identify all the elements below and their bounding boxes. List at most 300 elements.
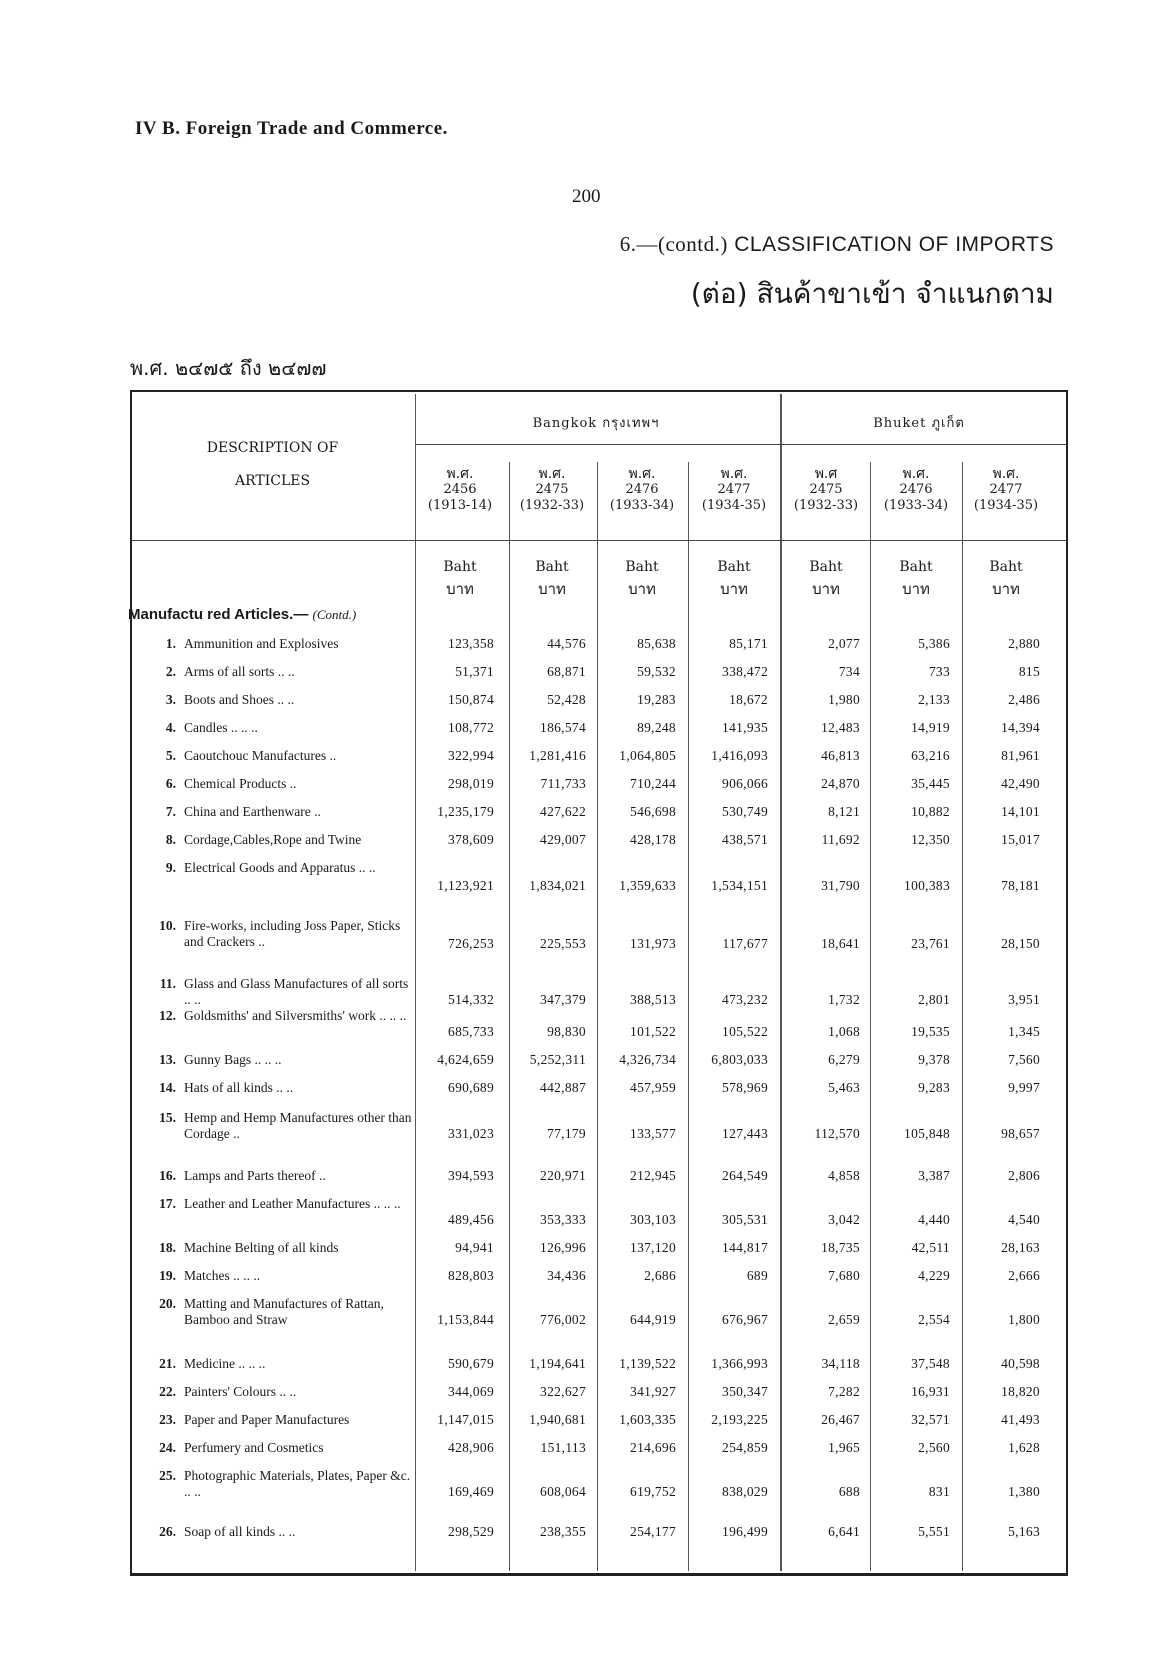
row-value: 578,969 — [722, 1080, 768, 1095]
row-description: Matting and Manufactures of Rattan, Bamboo and Straw — [184, 1296, 384, 1327]
row-number: 24. — [159, 1440, 176, 1455]
year-header-span: (1932-33) — [519, 498, 585, 513]
row-value: 394,593 — [448, 1168, 494, 1183]
unit-header — [509, 556, 595, 600]
row-value: 4,858 — [828, 1168, 860, 1183]
row-description: Cordage,Cables,Rope and Twine — [184, 832, 362, 847]
row-value: 828,803 — [448, 1268, 494, 1283]
row-value: 734 — [838, 664, 860, 679]
row-value: 32,571 — [911, 1412, 950, 1427]
row-value: 40,598 — [1001, 1356, 1040, 1371]
row-number: 6. — [165, 776, 176, 791]
row-number: 8. — [165, 832, 176, 847]
row-value: 350,347 — [722, 1384, 768, 1399]
unit-header — [963, 556, 1049, 600]
year-header-year: 2475 — [535, 482, 569, 497]
row-description: Hemp and Hemp Manufactures other than Cordage .. — [184, 1110, 412, 1141]
row-value: 7,680 — [828, 1268, 860, 1283]
row-description: Leather and Leather Manufactures .. .. .. — [184, 1196, 401, 1211]
unit-header-th: บาท — [902, 580, 930, 598]
row-value: 2,666 — [1008, 1268, 1040, 1283]
category-title: Manufactu red Articles.— — [128, 606, 309, 623]
row-value: 1,965 — [828, 1440, 860, 1455]
row-description: Fire-works, including Joss Paper, Sticks and Crackers .. — [184, 918, 401, 949]
unit-header-th: บาท — [720, 580, 748, 598]
row-value: 1,380 — [1008, 1484, 1040, 1499]
row-value: 1,628 — [1008, 1440, 1040, 1455]
row-number: 22. — [159, 1384, 176, 1399]
row-value: 52,428 — [547, 692, 586, 707]
row-value: 26,467 — [821, 1412, 860, 1427]
row-value: 68,871 — [547, 664, 586, 679]
row-value: 688 — [838, 1484, 860, 1499]
row-value: 8,121 — [828, 804, 860, 819]
row-value: 85,171 — [729, 636, 768, 651]
row-value: 341,927 — [630, 1384, 676, 1399]
column-rule — [597, 462, 598, 1571]
row-value: 530,749 — [722, 804, 768, 819]
row-value: 1,147,015 — [437, 1412, 494, 1427]
row-value: 101,522 — [630, 1024, 676, 1039]
year-header-era: พ.ศ. — [720, 466, 748, 482]
row-description: Soap of all kinds .. .. — [184, 1524, 296, 1539]
row-value: 906,066 — [722, 776, 768, 791]
row-value: 2,686 — [644, 1268, 676, 1283]
row-value: 2,880 — [1008, 636, 1040, 651]
row-number: 3. — [165, 692, 176, 707]
row-value: 590,679 — [448, 1356, 494, 1371]
row-number: 14. — [159, 1080, 176, 1095]
row-description: Photographic Materials, Plates, Paper &c. .. .. — [184, 1468, 411, 1499]
row-value: 10,882 — [911, 804, 950, 819]
row-description: Arms of all sorts .. .. — [184, 664, 295, 679]
row-value: 63,216 — [911, 748, 950, 763]
row-value: 254,177 — [630, 1524, 676, 1539]
row-value: 473,232 — [722, 992, 768, 1007]
unit-header-en: Baht — [989, 559, 1023, 575]
row-value: 98,657 — [1001, 1126, 1040, 1141]
row-value: 212,945 — [630, 1168, 676, 1183]
row-value: 831 — [928, 1484, 950, 1499]
row-value: 78,181 — [1001, 878, 1040, 893]
row-value: 1,366,993 — [711, 1356, 768, 1371]
table-title-text: CLASSIFICATION OF IMPORTS — [734, 233, 1054, 256]
year-header-year: 2477 — [717, 482, 751, 497]
row-value: 2,801 — [918, 992, 950, 1007]
year-header-year: 2476 — [625, 482, 659, 497]
row-value: 16,931 — [911, 1384, 950, 1399]
row-value: 815 — [1018, 664, 1040, 679]
row-value: 18,672 — [729, 692, 768, 707]
row-value: 15,017 — [1001, 832, 1040, 847]
period-thai: พ.ศ. ๒๔๗๕ ถึง ๒๔๗๗ — [130, 356, 327, 380]
group-header-bhuket: Bhuket ภูเก็ต — [873, 416, 965, 431]
row-value: 14,101 — [1001, 804, 1040, 819]
row-value: 331,023 — [448, 1126, 494, 1141]
unit-header-en: Baht — [809, 559, 843, 575]
year-header-era: พ.ศ. — [992, 466, 1020, 482]
row-number: 16. — [159, 1168, 176, 1183]
row-value: 608,064 — [540, 1484, 586, 1499]
row-value: 685,733 — [448, 1024, 494, 1039]
description-header — [150, 440, 395, 490]
row-value: 254,859 — [722, 1440, 768, 1455]
column-rule — [688, 462, 689, 1571]
row-number: 15. — [159, 1110, 176, 1125]
row-value: 42,511 — [911, 1240, 950, 1255]
row-value: 137,120 — [630, 1240, 676, 1255]
year-header-year: 2456 — [443, 482, 477, 497]
row-value: 105,522 — [722, 1024, 768, 1039]
row-number: 1. — [165, 636, 176, 651]
row-value: 44,576 — [547, 636, 586, 651]
row-value: 1,194,641 — [529, 1356, 586, 1371]
row-value: 94,941 — [455, 1240, 494, 1255]
row-value: 338,472 — [722, 664, 768, 679]
row-description: Chemical Products .. — [184, 776, 297, 791]
year-header — [873, 466, 959, 514]
row-value: 19,283 — [637, 692, 676, 707]
row-value: 438,571 — [722, 832, 768, 847]
row-value: 9,997 — [1008, 1080, 1040, 1095]
row-value: 85,638 — [637, 636, 676, 651]
row-value: 133,577 — [630, 1126, 676, 1141]
unit-header — [599, 556, 685, 600]
category-note: (Contd.) — [312, 607, 357, 622]
row-number: 23. — [159, 1412, 176, 1427]
row-value: 644,919 — [630, 1312, 676, 1327]
unit-header — [691, 556, 777, 600]
row-number: 5. — [165, 748, 176, 763]
row-number: 17. — [159, 1196, 176, 1211]
row-value: 5,252,311 — [529, 1052, 586, 1067]
row-value: 1,603,335 — [619, 1412, 676, 1427]
column-rule — [509, 462, 510, 1571]
row-description: Gunny Bags .. .. .. — [184, 1052, 282, 1067]
row-value: 690,689 — [448, 1080, 494, 1095]
row-value: 1,534,151 — [711, 878, 768, 893]
year-header-era: พ.ศ — [814, 466, 838, 482]
row-value: 726,253 — [448, 936, 494, 951]
row-description: Perfumery and Cosmetics — [184, 1440, 324, 1455]
row-number: 2. — [165, 664, 176, 679]
row-value: 6,641 — [828, 1524, 860, 1539]
row-value: 35,445 — [911, 776, 950, 791]
row-value: 5,463 — [828, 1080, 860, 1095]
row-value: 1,359,633 — [619, 878, 676, 893]
row-value: 5,163 — [1008, 1524, 1040, 1539]
row-value: 37,548 — [911, 1356, 950, 1371]
row-number: 4. — [165, 720, 176, 735]
unit-header-en: Baht — [535, 559, 569, 575]
row-value: 5,551 — [918, 1524, 950, 1539]
row-value: 196,499 — [722, 1524, 768, 1539]
row-value: 388,513 — [630, 992, 676, 1007]
row-value: 59,532 — [637, 664, 676, 679]
row-value: 353,333 — [540, 1212, 586, 1227]
group-underline — [415, 444, 1066, 445]
unit-header — [783, 556, 869, 600]
row-value: 6,279 — [828, 1052, 860, 1067]
row-number: 13. — [159, 1052, 176, 1067]
row-value: 1,281,416 — [529, 748, 586, 763]
unit-header — [417, 556, 503, 600]
row-value: 676,967 — [722, 1312, 768, 1327]
row-value: 2,486 — [1008, 692, 1040, 707]
row-value: 24,870 — [821, 776, 860, 791]
year-header-span: (1934-35) — [973, 498, 1039, 513]
row-value: 150,874 — [448, 692, 494, 707]
row-value: 776,002 — [540, 1312, 586, 1327]
row-description: Painters' Colours .. .. — [184, 1384, 297, 1399]
row-number: 18. — [159, 1240, 176, 1255]
unit-header-en: Baht — [625, 559, 659, 575]
year-header-span: (1933-34) — [883, 498, 949, 513]
row-value: 169,469 — [448, 1484, 494, 1499]
unit-header-th: บาท — [812, 580, 840, 598]
row-description: Paper and Paper Manufactures — [184, 1412, 350, 1427]
row-value: 429,007 — [540, 832, 586, 847]
description-header-line-1: DESCRIPTION OF — [206, 440, 339, 456]
row-value: 141,935 — [722, 720, 768, 735]
row-value: 126,996 — [540, 1240, 586, 1255]
unit-header-th: บาท — [446, 580, 474, 598]
unit-header-en: Baht — [443, 559, 477, 575]
row-value: 378,609 — [448, 832, 494, 847]
row-value: 220,971 — [540, 1168, 586, 1183]
row-value: 733 — [928, 664, 950, 679]
row-value: 18,641 — [821, 936, 860, 951]
row-value: 214,696 — [630, 1440, 676, 1455]
row-description: Electrical Goods and Apparatus .. .. — [184, 860, 376, 875]
row-value: 619,752 — [630, 1484, 676, 1499]
row-value: 9,378 — [918, 1052, 950, 1067]
year-header — [783, 466, 869, 514]
row-value: 98,830 — [547, 1024, 586, 1039]
row-value: 1,068 — [828, 1024, 860, 1039]
row-value: 6,803,033 — [711, 1052, 768, 1067]
row-value: 1,139,522 — [619, 1356, 676, 1371]
row-description: Lamps and Parts thereof .. — [184, 1168, 326, 1183]
row-description: Medicine .. .. .. — [184, 1356, 266, 1371]
row-number: 19. — [159, 1268, 176, 1283]
row-value: 1,416,093 — [711, 748, 768, 763]
row-value: 689 — [746, 1268, 768, 1283]
row-value: 105,848 — [904, 1126, 950, 1141]
year-header — [509, 466, 595, 514]
year-header-era: พ.ศ. — [538, 466, 566, 482]
row-description: Hats of all kinds .. .. — [184, 1080, 294, 1095]
row-value: 123,358 — [448, 636, 494, 651]
row-value: 14,394 — [1001, 720, 1040, 735]
row-value: 1,153,844 — [437, 1312, 494, 1327]
row-value: 42,490 — [1001, 776, 1040, 791]
row-value: 34,436 — [547, 1268, 586, 1283]
table-title-thai: (ต่อ) สินค้าขาเข้า จำแนกตาม — [690, 277, 1054, 310]
row-value: 546,698 — [630, 804, 676, 819]
row-value: 3,042 — [828, 1212, 860, 1227]
description-header-line-2: ARTICLES — [234, 473, 311, 489]
table-title-prefix: 6.—(contd.) — [619, 232, 728, 256]
unit-header — [873, 556, 959, 600]
row-description: Matches .. .. .. — [184, 1268, 261, 1283]
year-header — [417, 466, 503, 514]
row-value: 19,535 — [911, 1024, 950, 1039]
row-value: 3,951 — [1008, 992, 1040, 1007]
row-value: 108,772 — [448, 720, 494, 735]
row-value: 131,973 — [630, 936, 676, 951]
row-value: 89,248 — [637, 720, 676, 735]
row-value: 3,387 — [918, 1168, 950, 1183]
row-value: 34,118 — [821, 1356, 860, 1371]
header-rule — [132, 540, 1066, 541]
page-number: 200 — [572, 186, 601, 207]
row-value: 46,813 — [821, 748, 860, 763]
row-value: 2,133 — [918, 692, 950, 707]
row-value: 186,574 — [540, 720, 586, 735]
row-value: 2,806 — [1008, 1168, 1040, 1183]
row-value: 457,959 — [630, 1080, 676, 1095]
year-header-year: 2475 — [809, 482, 843, 497]
row-value: 112,570 — [814, 1126, 860, 1141]
row-value: 2,659 — [828, 1312, 860, 1327]
row-value: 28,163 — [1001, 1240, 1040, 1255]
row-value: 23,761 — [911, 936, 950, 951]
row-value: 225,553 — [540, 936, 586, 951]
row-value: 428,906 — [448, 1440, 494, 1455]
year-header-span: (1934-35) — [701, 498, 767, 513]
row-value: 4,229 — [918, 1268, 950, 1283]
row-value: 2,554 — [918, 1312, 950, 1327]
row-value: 1,345 — [1008, 1024, 1040, 1039]
year-header-era: พ.ศ. — [628, 466, 656, 482]
row-value: 2,560 — [918, 1440, 950, 1455]
row-value: 298,019 — [448, 776, 494, 791]
row-value: 1,980 — [828, 692, 860, 707]
row-value: 77,179 — [547, 1126, 586, 1141]
row-value: 5,386 — [918, 636, 950, 651]
row-value: 144,817 — [722, 1240, 768, 1255]
row-value: 117,677 — [722, 936, 768, 951]
row-description: Caoutchouc Manufactures .. — [184, 748, 337, 763]
unit-header-en: Baht — [717, 559, 751, 575]
year-header-era: พ.ศ. — [902, 466, 930, 482]
row-value: 1,800 — [1008, 1312, 1040, 1327]
row-number: 10. — [159, 918, 176, 933]
year-header-era: พ.ศ. — [446, 466, 474, 482]
row-value: 4,624,659 — [437, 1052, 494, 1067]
row-value: 1,834,021 — [529, 878, 586, 893]
row-description: Ammunition and Explosives — [184, 636, 339, 651]
row-value: 100,383 — [904, 878, 950, 893]
unit-header-th: บาท — [538, 580, 566, 598]
row-description: Goldsmiths' and Silversmiths' work .. .. .. — [184, 1008, 407, 1023]
row-value: 264,549 — [722, 1168, 768, 1183]
row-value: 127,443 — [722, 1126, 768, 1141]
year-header — [691, 466, 777, 514]
year-header-year: 2477 — [989, 482, 1023, 497]
year-header — [599, 466, 685, 514]
row-value: 1,123,921 — [437, 878, 494, 893]
row-value: 1,732 — [828, 992, 860, 1007]
row-value: 1,940,681 — [529, 1412, 586, 1427]
row-value: 298,529 — [448, 1524, 494, 1539]
group-header-bangkok: Bangkok กรุงเทพฯ — [532, 416, 660, 431]
row-value: 41,493 — [1001, 1412, 1040, 1427]
row-value: 31,790 — [821, 878, 860, 893]
row-value: 18,735 — [821, 1240, 860, 1255]
table-title — [620, 232, 1054, 257]
row-value: 81,961 — [1001, 748, 1040, 763]
row-value: 18,820 — [1001, 1384, 1040, 1399]
column-rule — [870, 462, 871, 1571]
row-number: 26. — [159, 1524, 176, 1539]
row-value: 7,282 — [828, 1384, 860, 1399]
row-value: 2,077 — [828, 636, 860, 651]
year-header-span: (1913-14) — [427, 498, 493, 513]
row-number: 11. — [159, 976, 176, 991]
row-value: 2,193,225 — [711, 1412, 768, 1427]
row-value: 11,692 — [821, 832, 860, 847]
row-value: 427,622 — [540, 804, 586, 819]
row-value: 51,371 — [455, 664, 494, 679]
year-header — [963, 466, 1049, 514]
row-value: 489,456 — [448, 1212, 494, 1227]
row-value: 428,178 — [630, 832, 676, 847]
row-value: 322,627 — [540, 1384, 586, 1399]
row-description: Boots and Shoes .. .. — [184, 692, 295, 707]
row-value: 347,379 — [540, 992, 586, 1007]
row-number: 20. — [159, 1296, 176, 1311]
unit-header-th: บาท — [628, 580, 656, 598]
row-value: 1,235,179 — [437, 804, 494, 819]
row-value: 305,531 — [722, 1212, 768, 1227]
row-value: 151,113 — [540, 1440, 586, 1455]
row-value: 7,560 — [1008, 1052, 1040, 1067]
year-header-span: (1933-34) — [609, 498, 675, 513]
row-number: 7. — [165, 804, 176, 819]
unit-header-en: Baht — [899, 559, 933, 575]
year-header-span: (1932-33) — [793, 498, 859, 513]
row-value: 711,733 — [540, 776, 586, 791]
row-value: 514,332 — [448, 992, 494, 1007]
row-number: 21. — [159, 1356, 176, 1371]
row-number: 12. — [159, 1008, 176, 1023]
column-rule — [962, 462, 963, 1571]
row-value: 12,483 — [821, 720, 860, 735]
row-value: 344,069 — [448, 1384, 494, 1399]
unit-header-th: บาท — [992, 580, 1020, 598]
row-value: 838,029 — [722, 1484, 768, 1499]
row-number: 25. — [159, 1468, 176, 1483]
row-description: Glass and Glass Manufactures of all sorts .. .. — [184, 976, 409, 1007]
row-value: 12,350 — [911, 832, 950, 847]
row-value: 322,994 — [448, 748, 494, 763]
year-header-year: 2476 — [899, 482, 933, 497]
row-value: 1,064,805 — [619, 748, 676, 763]
row-value: 4,540 — [1008, 1212, 1040, 1227]
row-value: 14,919 — [911, 720, 950, 735]
row-value: 442,887 — [540, 1080, 586, 1095]
row-value: 303,103 — [630, 1212, 676, 1227]
row-description: Candles .. .. .. — [184, 720, 258, 735]
row-value: 710,244 — [630, 776, 676, 791]
row-description: Machine Belting of all kinds — [184, 1240, 339, 1255]
category-heading — [128, 606, 356, 623]
row-value: 28,150 — [1001, 936, 1040, 951]
row-value: 4,440 — [918, 1212, 950, 1227]
row-value: 9,283 — [918, 1080, 950, 1095]
